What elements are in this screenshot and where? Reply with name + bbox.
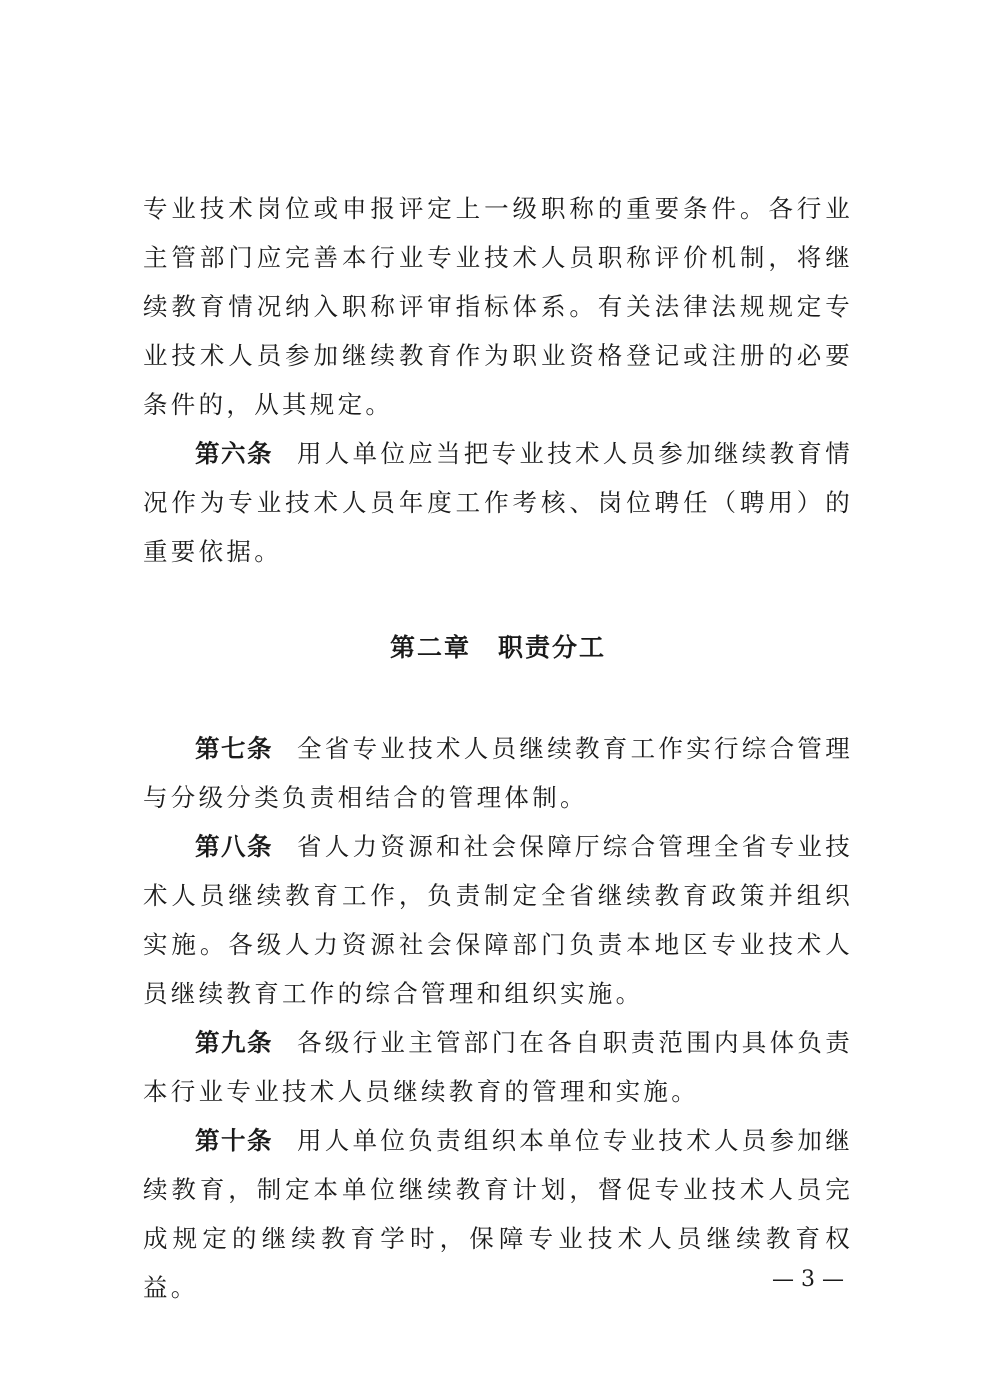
article-7	[143, 724, 853, 822]
article-6	[143, 429, 853, 576]
article-text: 用人单位负责组织本单位专业技术人员参加继续教育，制定本单位继续教育计划，督促专业技术人员完成规定的继续教育学时，保障专业技术人员继续教育权益。	[143, 1126, 853, 1302]
article-text: 全省专业技术人员继续教育工作实行综合管理与分级分类负责相结合的管理体制。	[143, 734, 853, 812]
article-number: 第八条	[195, 832, 273, 861]
article-9	[143, 1018, 853, 1116]
article-text: 用人单位应当把专业技术人员参加继续教育情况作为专业技术人员年度工作考核、岗位聘任（聘用）的重要依据。	[143, 439, 853, 566]
continuation-paragraph: 专业技术岗位或申报评定上一级职称的重要条件。各行业主管部门应完善本行业专业技术人员职称评价机制，将继续教育情况纳入职称评审指标体系。有关法律法规规定专业技术人员参加继续教育作为职业资格登记或注册的必要条件的，从其规定。	[143, 194, 853, 419]
article-text: 各级行业主管部门在各自职责范围内具体负责本行业专业技术人员继续教育的管理和实施。	[143, 1028, 853, 1106]
article-text: 省人力资源和社会保障厅综合管理全省专业技术人员继续教育工作，负责制定全省继续教育政策并组织实施。各级人力资源社会保障部门负责本地区专业技术人员继续教育工作的综合管理和组织实施。	[143, 832, 853, 1008]
article-number: 第九条	[195, 1028, 273, 1057]
page-number: — 3 —	[772, 1267, 844, 1292]
article-number: 第六条	[195, 439, 273, 468]
document-body	[143, 184, 853, 1312]
article-10	[143, 1116, 853, 1312]
article-number: 第十条	[195, 1126, 273, 1155]
article-8	[143, 822, 853, 1018]
chapter-heading: 第二章 职责分工	[389, 633, 606, 662]
article-number: 第七条	[195, 734, 273, 763]
